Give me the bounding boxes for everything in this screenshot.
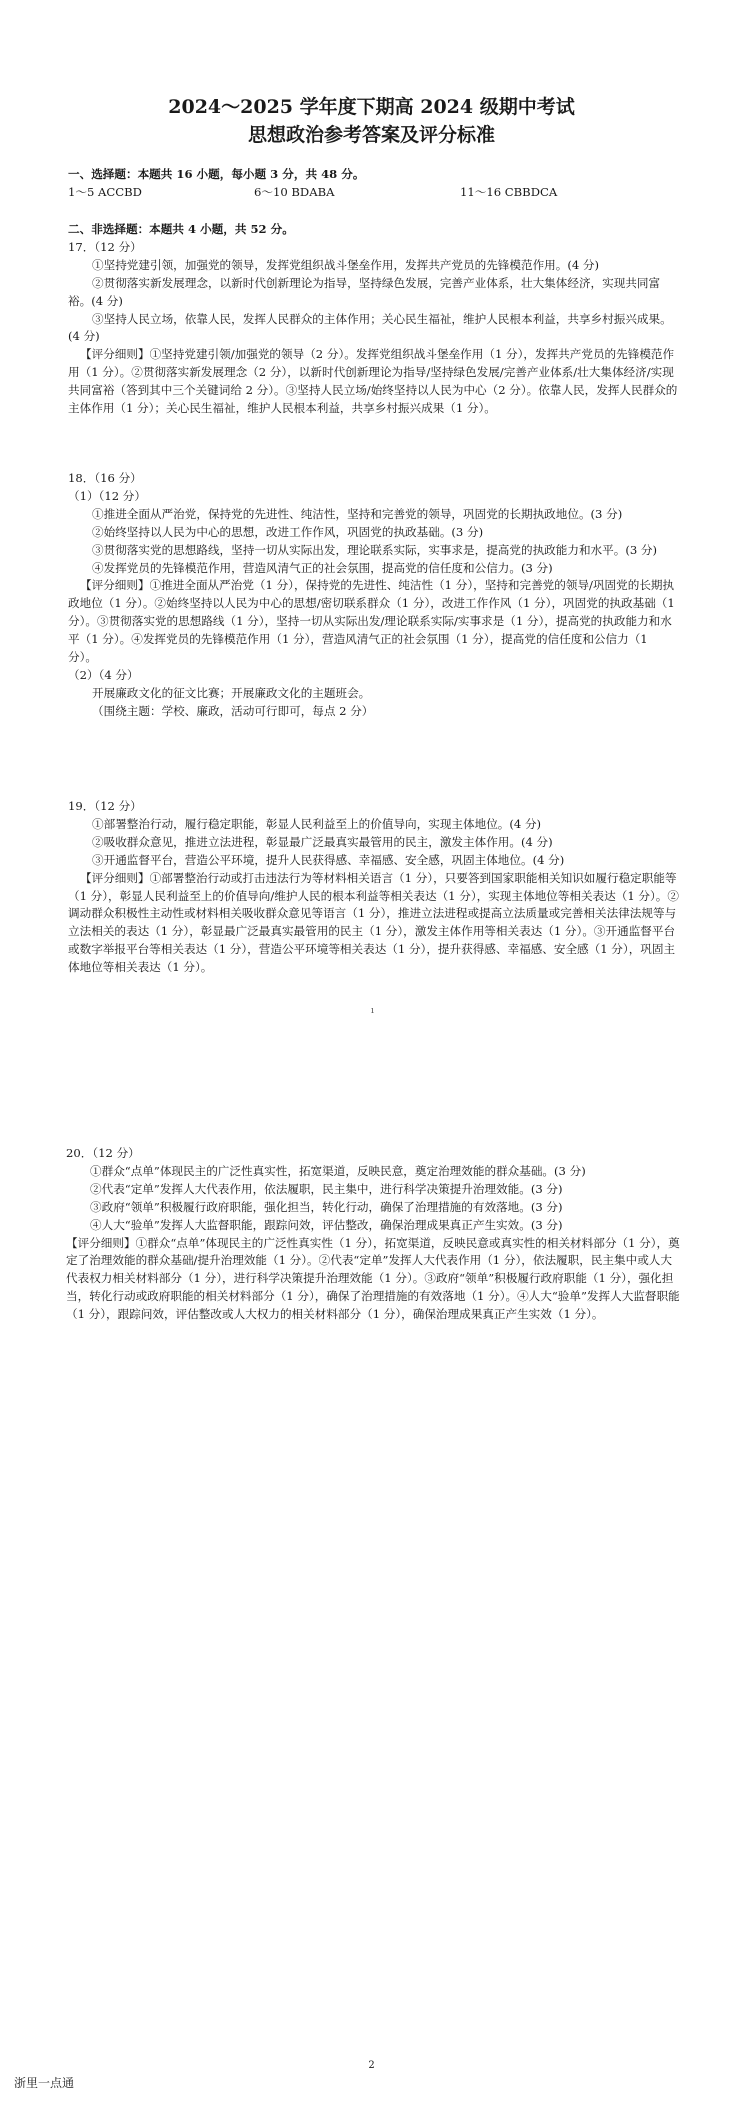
q18-number: 18．（16 分） — [68, 471, 142, 485]
page-number: 2 — [368, 2060, 375, 2071]
q20-point-2: ②代表“定单”发挥人大代表作用，依法履职，民主集中，进行科学决策提升治理效能。(3 分) — [90, 1181, 563, 1196]
q19-point-3: ③开通监督平台，营造公平环境，提升人民获得感、幸福感、安全感，巩固主体地位。(4 分) — [92, 852, 565, 867]
answer-group-2: 6～10 BDABA — [254, 184, 335, 199]
q18-sub2-answer: 开展廉政文化的征文比赛；开展廉政文化的主题班会。 — [92, 685, 371, 700]
question-18 — [68, 470, 680, 721]
q18-sub1-label: （1）（12 分） — [68, 488, 146, 503]
q17-point-3: ③坚持人民立场，依靠人民，发挥人民群众的主体作用；关心民生福祉，维护人民根本利益，共享乡村振兴成果。(4 分) — [68, 311, 672, 344]
q20-point-1: ①群众“点单”体现民主的广泛性真实性，拓宽渠道，反映民意，奠定治理效能的群众基础。(3 分) — [90, 1163, 586, 1178]
q20-scoring-rule: 【评分细则】①群众“点单”体现民主的广泛性真实性（1 分），拓宽渠道，反映民意或真实性的相关材料部分（1 分），奠定了治理效能的群众基础/提升治理效能（1 分）。②代表“定单”发挥人大代表作用（1 分），依法履职，民主集中或人大代表权力相关材料部分（1 分），进行科学决策提升治理效能（1 分）。③政府“领单”积极履行政府职能（1 分），强化担当，转化行动或政府职能的相关材料部分（1 分），确保了治理措施的有效落地（1 分）。④人大“验单”发挥人大监督职能（1 分），跟踪问效，评估整改或人大权力的相关材料部分（1 分），确保治理成果真正产生实效（1 分）。 — [66, 1235, 680, 1322]
q18-point-2: ②始终坚持以人民为中心的思想，改进工作作风，巩固党的执政基础。(3 分) — [92, 524, 484, 539]
page-title: 2024～2025 学年度下期高 2024 级期中考试 — [168, 96, 575, 118]
q20-point-4: ④人大“验单”发挥人大监督职能，跟踪问效，评估整改，确保治理成果真正产生实效。(3 分) — [90, 1217, 563, 1232]
q20-number: 20．（12 分） — [66, 1146, 140, 1160]
q17-point-1: ①坚持党建引领，加强党的领导，发挥党组织战斗堡垒作用，发挥共产党员的先锋模范作用。(4 分) — [92, 257, 600, 272]
q17-number: 17．（12 分） — [68, 239, 142, 254]
q19-number: 19．（12 分） — [68, 799, 142, 813]
q17-scoring-rule: 【评分细则】①坚持党建引领/加强党的领导（2 分）。发挥党组织战斗堡垒作用（1 分），发挥共产党员的先锋模范作用（1 分）。②贯彻落实新发展理念（2 分），以新时代创新理论为指导/坚持绿色发展/完善产业体系/壮大集体经济/实现共同富裕（答到其中三个关键词给 2 分）。③坚持人民立场/始终坚持以人民为中心（2 分）。依靠人民，发挥人民群众的主体作用（1 分）；关心民生福祉，维护人民根本利益，共享乡村振兴成果（1 分）。 — [68, 347, 678, 416]
q19-point-2: ②吸收群众意见，推进立法进程，彰显最广泛最真实最管用的民主，激发主体作用。(4 分) — [92, 834, 553, 849]
q18-point-3: ③贯彻落实党的思想路线，坚持一切从实际出发，理论联系实际，实事求是，提高党的执政能力和水平。(3 分) — [92, 542, 658, 557]
q18-scoring-rule: 【评分细则】①推进全面从严治党（1 分），保持党的先进性、纯洁性（1 分），坚持和完善党的领导/巩固党的长期执政地位（1 分）。②始终坚持以人民为中心的思想/密切联系群众（1 分），改进工作作风（1 分），巩固党的执政基础（1 分）。③贯彻落实党的思想路线（1 分），坚持一切从实际出发/理论联系实际/实事求是（1 分），提高党的执政能力和水平（1 分）。④发挥党员的先锋模范作用（1 分），营造风清气正的社会氛围（1 分），提高党的信任度和公信力（1 分）。 — [68, 578, 675, 665]
answer-group-3: 11～16 CBBDCA — [460, 184, 558, 199]
section-nonchoice — [68, 221, 680, 418]
q18-point-4: ④发挥党员的先锋模范作用，营造风清气正的社会氛围，提高党的信任度和公信力。(3 分) — [92, 560, 553, 575]
choice-answers — [68, 184, 680, 202]
watermark-text: 浙里一点通 — [14, 2076, 75, 2090]
scan-mark: ı — [371, 1006, 374, 1016]
question-19 — [68, 798, 680, 977]
answer-group-1: 1～5 ACCBD — [68, 184, 142, 199]
q18-sub2-note: （围绕主题：学校、廉政，活动可行即可，每点 2 分） — [92, 703, 374, 718]
q18-point-1: ①推进全面从严治党，保持党的先进性、纯洁性，坚持和完善党的领导，巩固党的长期执政地位。(3 分) — [92, 506, 623, 521]
page-subtitle: 思想政治参考答案及评分标准 — [247, 124, 495, 146]
q19-point-1: ①部署整治行动，履行稳定职能，彰显人民利益至上的价值导向，实现主体地位。(4 分) — [92, 816, 542, 831]
section-choice-heading: 一、选择题：本题共 16 小题，每小题 3 分，共 48 分。 — [68, 167, 365, 181]
q18-sub2-label: （2）（4 分） — [68, 667, 139, 682]
section-nonchoice-heading: 二、非选择题：本题共 4 小题，共 52 分。 — [68, 222, 294, 236]
section-choice — [68, 166, 680, 202]
q20-point-3: ③政府“领单”积极履行政府职能，强化担当，转化行动，确保了治理措施的有效落地。(3 分) — [90, 1199, 563, 1214]
question-20 — [66, 1145, 680, 1324]
q19-scoring-rule: 【评分细则】①部署整治行动或打击违法行为等材料相关语言（1 分），只要答到国家职能相关知识如履行稳定职能等（1 分），彰显人民利益至上的价值导向/维护人民的根本利益等相关表达（1 分），实现主体地位等相关表达（1 分）。②调动群众积极性主动性或材料相关吸收群众意见等语言（1 分），推进立法进程或提高立法质量或完善相关法律法规等与立法相关的表达（1 分），彰显最广泛最真实最管用的民主（1 分），激发主体作用等相关表达（1 分）。③开通监督平台或数字举报平台等相关表达（1 分），营造公平环境等相关表达（1 分），提升获得感、幸福感、安全感（1 分），巩固主体地位等相关表达（1 分）。 — [68, 870, 679, 975]
q17-point-2: ②贯彻落实新发展理念，以新时代创新理论为指导，坚持绿色发展，完善产业体系，壮大集体经济，实现共同富裕。(4 分) — [68, 275, 661, 308]
